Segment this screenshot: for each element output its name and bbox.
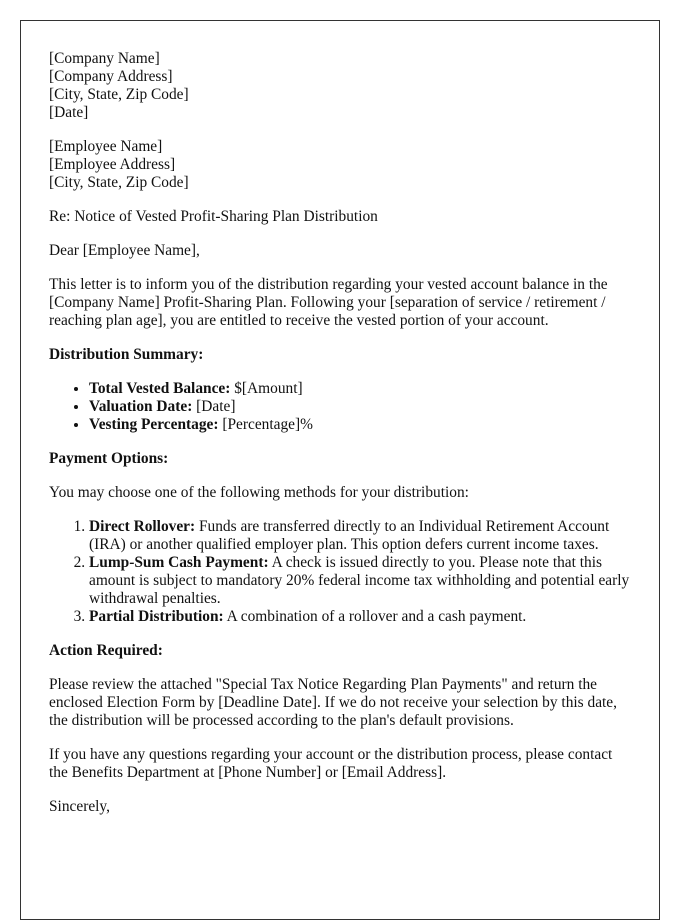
item-text: A check is issued directly to you. Please note that this amount is subject to mandatory 20% federal income tax withholding and potential early withdrawal penalties. (89, 554, 630, 607)
subject-line: Re: Notice of Vested Profit-Sharing Plan Distribution (49, 208, 378, 225)
sender-address (49, 50, 631, 122)
list-item-lump-sum (89, 554, 631, 608)
employee-city-state-zip: [City, State, Zip Code] (49, 174, 189, 191)
item-value: [Date] (192, 398, 236, 415)
item-label: Partial Distribution: (89, 608, 224, 625)
item-text: Funds are transferred directly to an Individual Retirement Account (IRA) or another qualified employer plan. This option defers current income taxes. (89, 518, 610, 553)
list-item-total-vested-balance (89, 380, 631, 398)
list-item-partial-distribution (89, 608, 631, 626)
list-item-vesting-percentage (89, 416, 631, 434)
payment-options-heading: Payment Options: (49, 450, 169, 467)
recipient-address (49, 138, 631, 192)
employee-address: [Employee Address] (49, 156, 176, 173)
company-name: [Company Name] (49, 50, 160, 67)
item-label: Vesting Percentage: (89, 416, 219, 433)
action-required-paragraph: Please review the attached "Special Tax Notice Regarding Plan Payments" and return the enclosed Election Form by [Deadline Date]. If we do not receive your selection by this date, the distribution will be processed according to the plan's default provisions. (49, 676, 617, 729)
item-label: Direct Rollover: (89, 518, 196, 535)
item-label: Lump-Sum Cash Payment: (89, 554, 269, 571)
item-value: [Percentage]% (218, 416, 313, 433)
contact-paragraph: If you have any questions regarding your account or the distribution process, please contact the Benefits Department at [Phone Number] or [Email Address]. (49, 746, 613, 781)
payment-options-intro: You may choose one of the following methods for your distribution: (49, 484, 469, 501)
intro-paragraph: This letter is to inform you of the distribution regarding your vested account balance in the [Company Name] Profit-Sharing Plan. Following your [separation of service / retirement / reaching plan age], you are entitled to receive the vested portion of your account. (49, 276, 608, 329)
item-label: Valuation Date: (89, 398, 193, 415)
salutation: Dear [Employee Name], (49, 242, 200, 259)
letter-date: [Date] (49, 104, 89, 121)
action-required-heading: Action Required: (49, 642, 163, 659)
item-value: $[Amount] (230, 380, 303, 397)
list-item-direct-rollover (89, 518, 631, 554)
item-text: A combination of a rollover and a cash payment. (223, 608, 527, 625)
distribution-summary-list (49, 380, 631, 434)
distribution-summary-heading: Distribution Summary: (49, 346, 204, 363)
company-address: [Company Address] (49, 68, 173, 85)
letter-page (20, 20, 660, 920)
item-label: Total Vested Balance: (89, 380, 231, 397)
list-item-valuation-date (89, 398, 631, 416)
employee-name: [Employee Name] (49, 138, 163, 155)
closing: Sincerely, (49, 798, 110, 815)
payment-options-list (49, 518, 631, 626)
company-city-state-zip: [City, State, Zip Code] (49, 86, 189, 103)
